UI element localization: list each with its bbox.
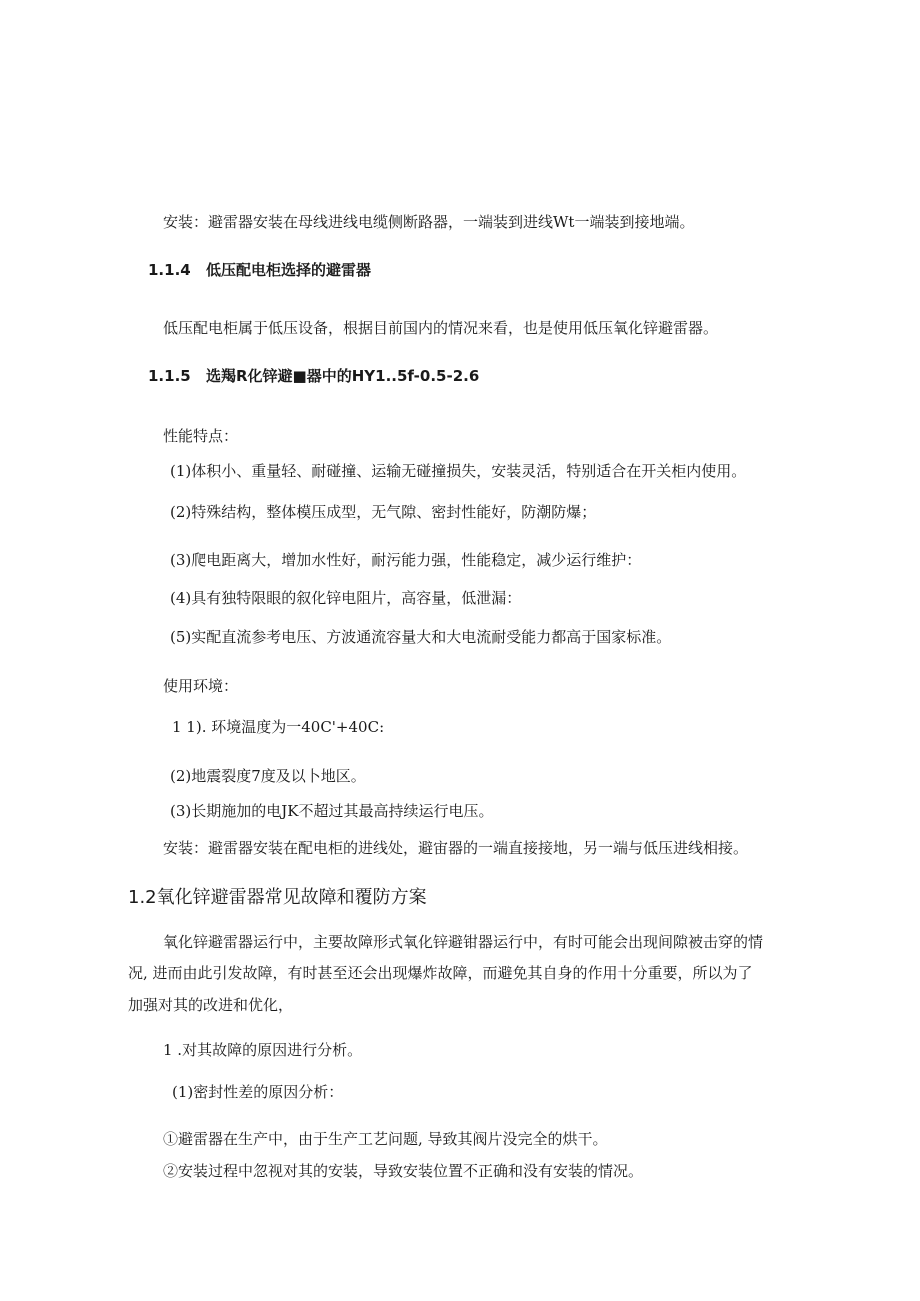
cause-item-1: ①避雷器在生产中，由于生产工艺问题, 导致其阀片没完全的烘干。 xyxy=(163,1130,608,1148)
feature-item-1: (1)体积小、重量轻、耐碰撞、运输无碰撞损失，安装灵活，特别适合在开关柜内使用。 xyxy=(170,462,747,480)
section-heading-1-2: 1.2氧化锌避雷器常见故障和覆防方案 xyxy=(128,887,427,908)
heading-1-1-5 xyxy=(148,366,479,386)
feature-item-5: (5)实配直流参考电压、方波通流容量大和大电流耐受能力都高于国家标准。 xyxy=(170,628,672,646)
low-voltage-text: 低压配电柜属于低压设备，根据目前国内的情况来看，也是使用低压氧化锌避雷器。 xyxy=(163,319,719,337)
feature-item-2: (2)特殊结构，整体模压成型，无气隙、密封性能好，防潮防爆； xyxy=(170,503,597,521)
paragraph-line-3: 加强对其的改进和优化， xyxy=(128,996,294,1014)
heading-title: 选羯R化锌避■器中的HY1..5f-0.5-2.6 xyxy=(206,367,480,385)
heading-1-1-4 xyxy=(148,260,371,280)
environment-item-3: (3)长期施加的电JK不超过其最高持续运行电压。 xyxy=(170,802,494,820)
seal-analysis-label: (1)密封性差的原因分析： xyxy=(172,1083,344,1101)
install-text-busbar: 安装：避雷器安装在母线进线电缆侧断路器，一端装到进线Wt一端装到接地端。 xyxy=(163,213,695,231)
heading-title: 低压配电柜选择的避雷器 xyxy=(206,261,372,279)
environment-label: 使用环境： xyxy=(163,677,239,695)
paragraph-line-2: 况, 进而由此引发故障，有时甚至还会出现爆炸故障，而避免其自身的作用十分重要，所以为了 xyxy=(128,964,753,982)
heading-number: 1.1.4 xyxy=(148,261,191,279)
feature-item-3: (3)爬电距离大，增加水性好，耐污能力强，性能稳定，减少运行维护： xyxy=(170,551,642,569)
cause-item-2: ②安装过程中忽视对其的安装，导致安装位置不正确和没有安装的情况。 xyxy=(163,1162,644,1180)
paragraph-line-1: 氧化锌避雷器运行中，主要故障形式氧化锌避钳器运行中，有时可能会出现间隙被击穿的情 xyxy=(163,933,764,951)
environment-item-1: 1 1). 环境温度为一40C'+40C: xyxy=(172,718,385,736)
environment-item-2: (2)地震裂度7度及以卜地区。 xyxy=(170,767,366,785)
feature-item-4: (4)具有独特限眼的叙化锌电阻片，高容量，低泄漏： xyxy=(170,589,522,607)
install-text-cabinet: 安装：避雷器安装在配电柜的进线处，避宙器的一端直接接地，另一端与低压进线相接。 xyxy=(163,839,749,857)
features-label: 性能特点： xyxy=(163,427,239,445)
heading-number: 1.1.5 xyxy=(148,367,191,385)
analysis-item-1: 1 .对其故障的原因进行分析。 xyxy=(163,1041,363,1059)
